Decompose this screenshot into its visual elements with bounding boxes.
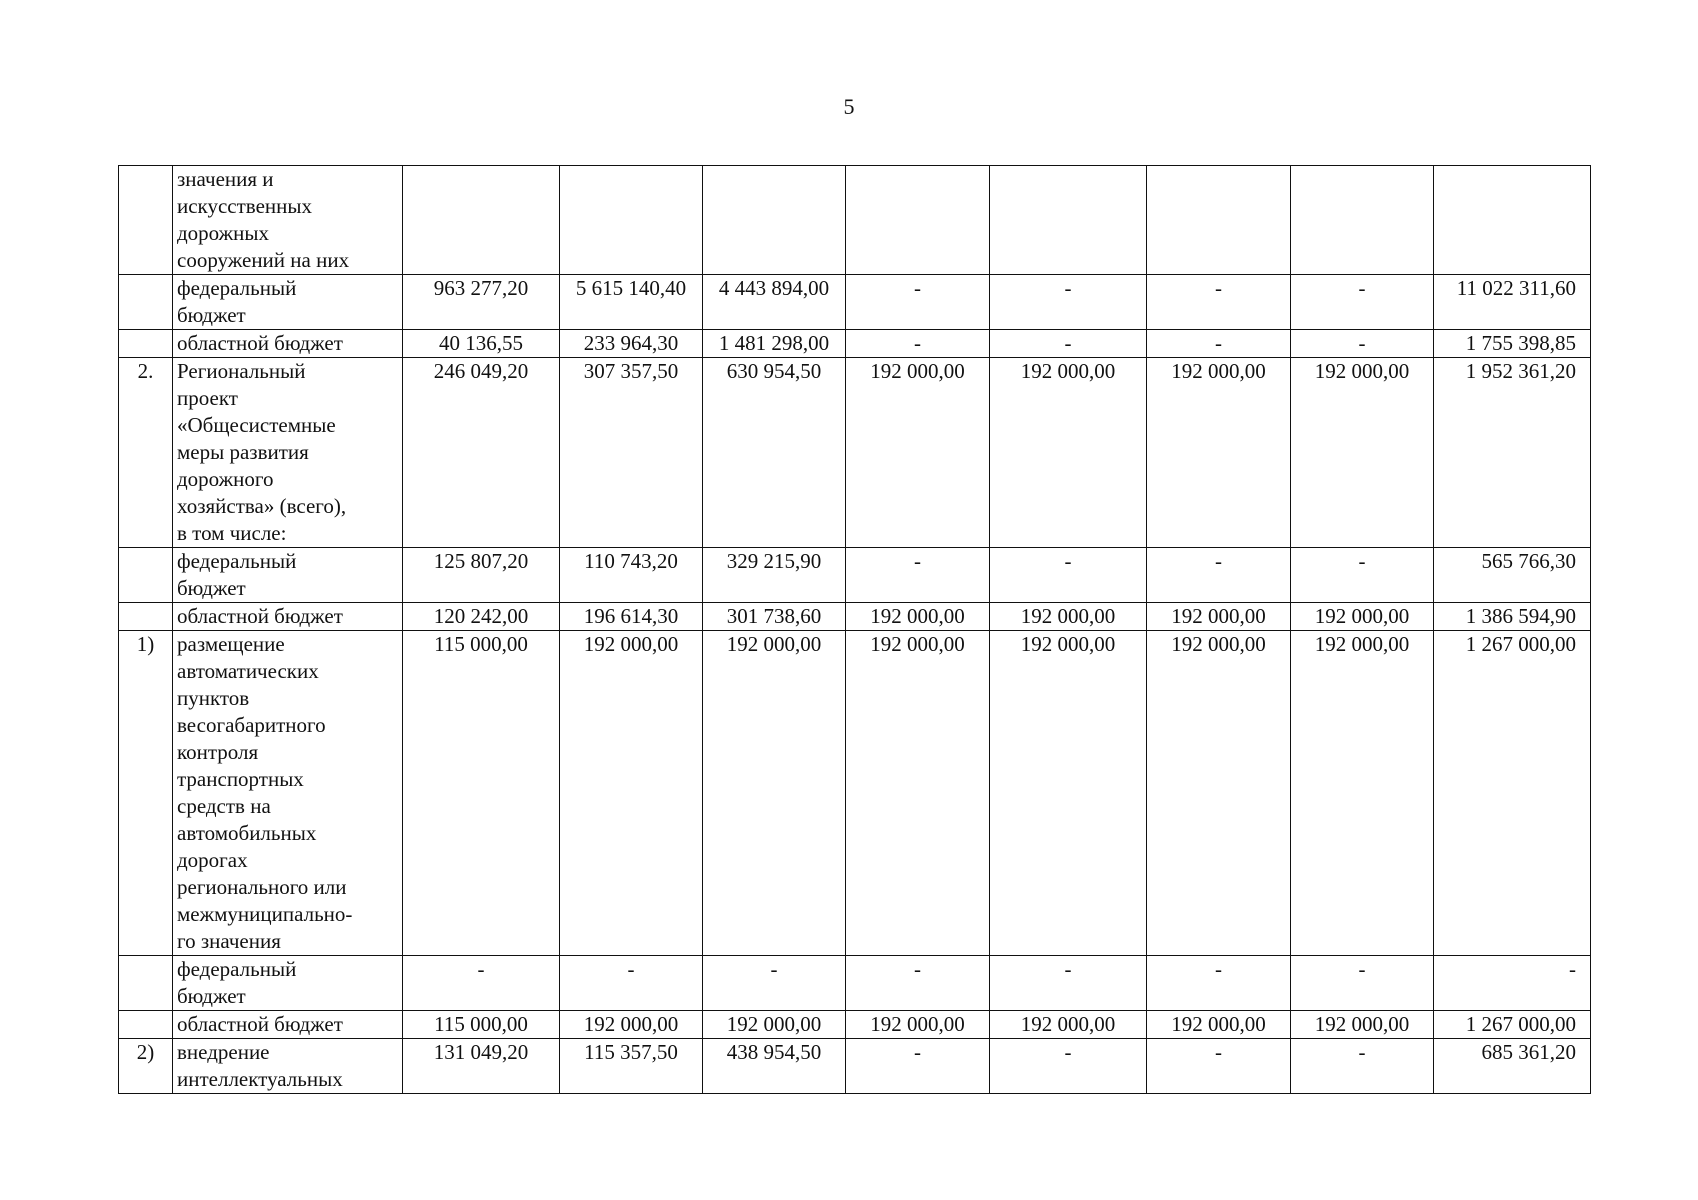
value-cell: 192 000,00 [1291, 631, 1434, 956]
value-cell [1147, 166, 1291, 275]
value-cell: 233 964,30 [560, 330, 703, 358]
value-cell: 192 000,00 [846, 631, 990, 956]
row-name-line: сооружений на них [177, 248, 350, 272]
table-row [119, 166, 1591, 275]
total-value-cell: 1 267 000,00 [1434, 1011, 1591, 1039]
row-name-cell [173, 548, 403, 603]
table-row [119, 548, 1591, 603]
row-name-line: интеллектуальных [177, 1067, 343, 1091]
value-cell: 125 807,20 [403, 548, 560, 603]
row-number-cell [119, 548, 173, 603]
value-cell: - [990, 548, 1147, 603]
value-cell: 192 000,00 [703, 631, 846, 956]
row-number-cell: 1) [119, 631, 173, 956]
value-cell: - [1147, 548, 1291, 603]
value-cell: 246 049,20 [403, 358, 560, 548]
value-cell: 192 000,00 [990, 1011, 1147, 1039]
value-cell: 192 000,00 [846, 603, 990, 631]
value-cell: 192 000,00 [560, 631, 703, 956]
value-cell: 329 215,90 [703, 548, 846, 603]
table-row [119, 330, 1591, 358]
value-cell: - [1291, 548, 1434, 603]
total-value-cell: 1 755 398,85 [1434, 330, 1591, 358]
value-cell: - [1147, 956, 1291, 1011]
row-number-cell [119, 1011, 173, 1039]
total-value-cell: 1 952 361,20 [1434, 358, 1591, 548]
value-cell: - [1147, 330, 1291, 358]
row-name-cell [173, 330, 403, 358]
table-body [119, 166, 1591, 1094]
row-name-cell [173, 1039, 403, 1094]
value-cell: 192 000,00 [1147, 1011, 1291, 1039]
table-row [119, 603, 1591, 631]
value-cell: 438 954,50 [703, 1039, 846, 1094]
value-cell: 196 614,30 [560, 603, 703, 631]
value-cell: - [990, 330, 1147, 358]
value-cell: - [1291, 956, 1434, 1011]
row-name-line: хозяйства» (всего), [177, 494, 347, 518]
row-name-line: размещение [177, 632, 285, 656]
value-cell [560, 166, 703, 275]
value-cell: 115 357,50 [560, 1039, 703, 1094]
value-cell [1291, 166, 1434, 275]
row-name-line: искусственных [177, 194, 312, 218]
value-cell: 40 136,55 [403, 330, 560, 358]
row-name-cell [173, 631, 403, 956]
value-cell: 120 242,00 [403, 603, 560, 631]
value-cell: 115 000,00 [403, 631, 560, 956]
value-cell: 192 000,00 [846, 358, 990, 548]
row-name-line: бюджет [177, 984, 246, 1008]
row-name-line: пунктов [177, 686, 250, 710]
value-cell: 192 000,00 [990, 358, 1147, 548]
value-cell: 192 000,00 [1147, 603, 1291, 631]
row-name-line: транспортных [177, 767, 304, 791]
row-name-cell [173, 603, 403, 631]
table-row [119, 1039, 1591, 1094]
table-row [119, 275, 1591, 330]
total-value-cell: 685 361,20 [1434, 1039, 1591, 1094]
row-name-line: автоматических [177, 659, 319, 683]
value-cell: - [560, 956, 703, 1011]
value-cell: 1 481 298,00 [703, 330, 846, 358]
row-name-line: Региональный [177, 359, 306, 383]
value-cell: 131 049,20 [403, 1039, 560, 1094]
value-cell: - [846, 548, 990, 603]
value-cell: - [1291, 275, 1434, 330]
table-row [119, 358, 1591, 548]
table-row [119, 956, 1591, 1011]
value-cell: 192 000,00 [990, 603, 1147, 631]
value-cell: - [703, 956, 846, 1011]
row-name-line: бюджет [177, 303, 246, 327]
budget-table [118, 165, 1591, 1094]
row-number-cell: 2. [119, 358, 173, 548]
row-name-line: регионального или [177, 875, 347, 899]
row-name-line: федеральный [177, 549, 297, 573]
table-row [119, 1011, 1591, 1039]
row-name-line: автомобильных [177, 821, 317, 845]
row-name-line: го значения [177, 929, 281, 953]
value-cell: - [846, 956, 990, 1011]
page-number: 5 [843, 94, 855, 119]
row-name-cell [173, 1011, 403, 1039]
value-cell: 5 615 140,40 [560, 275, 703, 330]
row-name-line: внедрение [177, 1040, 270, 1064]
value-cell: 192 000,00 [1291, 603, 1434, 631]
value-cell: 192 000,00 [846, 1011, 990, 1039]
value-cell: 110 743,20 [560, 548, 703, 603]
row-name-line: федеральный [177, 957, 297, 981]
value-cell: 630 954,50 [703, 358, 846, 548]
row-name-line: дорожного [177, 467, 274, 491]
row-name-line: межмуниципально- [177, 902, 353, 926]
value-cell: - [990, 956, 1147, 1011]
total-value-cell: 11 022 311,60 [1434, 275, 1591, 330]
value-cell: 4 443 894,00 [703, 275, 846, 330]
value-cell: 301 738,60 [703, 603, 846, 631]
value-cell: 307 357,50 [560, 358, 703, 548]
value-cell: 192 000,00 [990, 631, 1147, 956]
value-cell: 192 000,00 [560, 1011, 703, 1039]
row-name-line: средств на [177, 794, 271, 818]
row-name-line: контроля [177, 740, 259, 764]
row-number-cell: 2) [119, 1039, 173, 1094]
row-name-line: дорогах [177, 848, 248, 872]
row-name-line: в том числе: [177, 521, 287, 545]
value-cell: - [990, 1039, 1147, 1094]
total-value-cell: 1 267 000,00 [1434, 631, 1591, 956]
value-cell: 192 000,00 [1147, 631, 1291, 956]
value-cell: 192 000,00 [1291, 1011, 1434, 1039]
value-cell: - [1147, 275, 1291, 330]
row-name-line: дорожных [177, 221, 270, 245]
total-value-cell [1434, 166, 1591, 275]
row-number-cell [119, 166, 173, 275]
value-cell: 115 000,00 [403, 1011, 560, 1039]
row-name-line: областной бюджет [177, 331, 343, 355]
value-cell [846, 166, 990, 275]
value-cell: - [1147, 1039, 1291, 1094]
table-row [119, 631, 1591, 956]
value-cell: 192 000,00 [703, 1011, 846, 1039]
row-name-cell [173, 956, 403, 1011]
total-value-cell: 1 386 594,90 [1434, 603, 1591, 631]
row-name-cell [173, 358, 403, 548]
value-cell: 192 000,00 [1147, 358, 1291, 548]
row-name-cell [173, 166, 403, 275]
row-name-line: областной бюджет [177, 604, 343, 628]
value-cell: - [846, 1039, 990, 1094]
row-number-cell [119, 603, 173, 631]
row-name-line: бюджет [177, 576, 246, 600]
row-name-line: федеральный [177, 276, 297, 300]
value-cell: 963 277,20 [403, 275, 560, 330]
value-cell [403, 166, 560, 275]
value-cell: - [403, 956, 560, 1011]
row-number-cell [119, 330, 173, 358]
value-cell [703, 166, 846, 275]
value-cell: - [846, 275, 990, 330]
value-cell: - [1291, 1039, 1434, 1094]
value-cell [990, 166, 1147, 275]
value-cell: - [990, 275, 1147, 330]
total-value-cell: 565 766,30 [1434, 548, 1591, 603]
row-name-line: весогабаритного [177, 713, 326, 737]
row-name-line: значения и [177, 167, 274, 191]
row-name-cell [173, 275, 403, 330]
value-cell: - [1291, 330, 1434, 358]
row-number-cell [119, 275, 173, 330]
value-cell: - [846, 330, 990, 358]
row-number-cell [119, 956, 173, 1011]
row-name-line: «Общесистемные [177, 413, 336, 437]
row-name-line: областной бюджет [177, 1012, 343, 1036]
total-value-cell: - [1434, 956, 1591, 1011]
row-name-line: проект [177, 386, 238, 410]
row-name-line: меры развития [177, 440, 309, 464]
value-cell: 192 000,00 [1291, 358, 1434, 548]
